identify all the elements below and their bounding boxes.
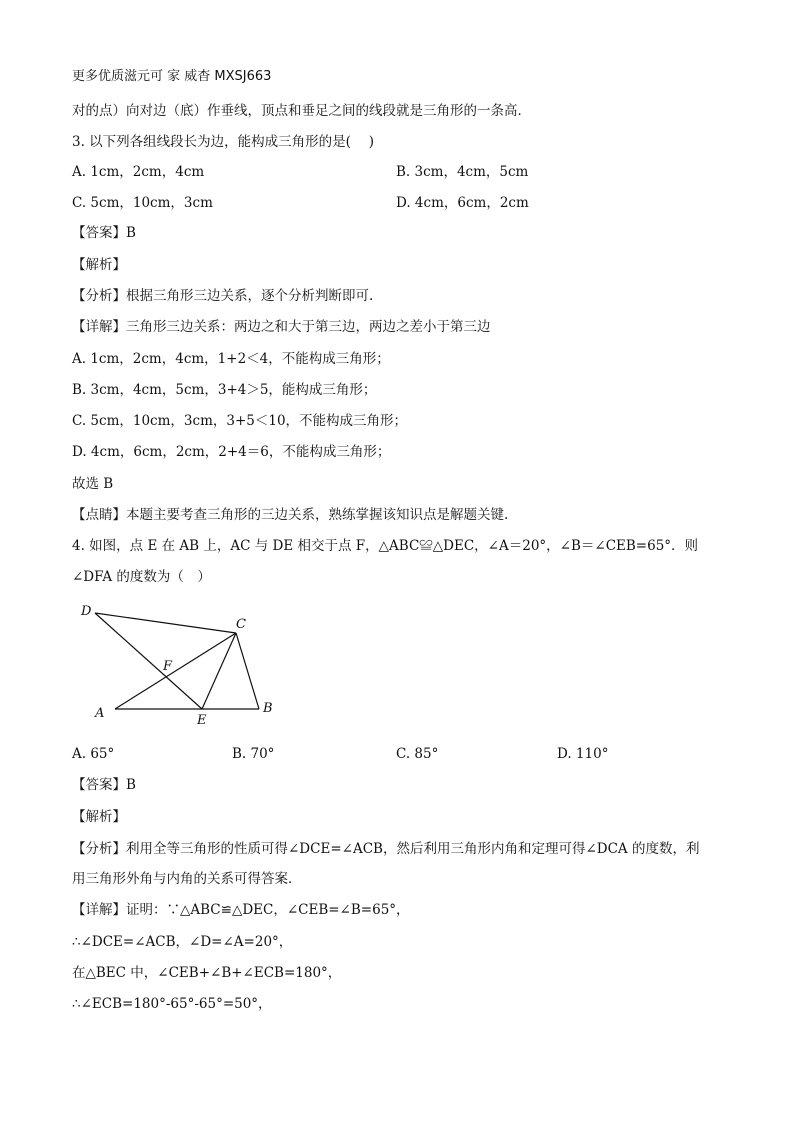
- label-c: C: [236, 617, 246, 632]
- solution-line: A. 1cm，2cm，4cm，1+2＜4，不能构成三角形；: [72, 351, 390, 367]
- option-b: B. 3cm，4cm，5cm: [396, 164, 529, 180]
- option-a: A. 65°: [72, 746, 115, 762]
- text-line: 对的点）向对边（底）作垂线，顶点和垂足之间的线段就是三角形的一条高．: [72, 103, 531, 119]
- answer: 【答案】B: [72, 777, 136, 793]
- segment-ec: [202, 633, 236, 709]
- option-c: C. 5cm，10cm，3cm: [72, 195, 213, 211]
- question-3: 3. 以下列各组线段长为边，能构成三角形的是( ): [72, 134, 374, 150]
- label-d: D: [81, 604, 92, 619]
- detail: 【详解】证明：∵△ABC≌△DEC，∠CEB=∠B=65°，: [72, 902, 410, 918]
- detail: 【详解】三角形三边关系：两边之和大于第三边，两边之差小于第三边: [72, 319, 491, 335]
- proof-step: ∴∠ECB=180°-65°-65°=50°，: [72, 996, 272, 1012]
- solution-line: D. 4cm，6cm，2cm，2+4＝6，不能构成三角形；: [72, 444, 391, 460]
- proof-step: ∴∠DCE=∠ACB，∠D=∠A=20°，: [72, 934, 293, 950]
- option-a: A. 1cm，2cm，4cm: [72, 164, 205, 180]
- option-d: D. 110°: [557, 746, 609, 762]
- triangle-figure: [72, 598, 292, 733]
- analysis-cont: 用三角形外角与内角的关系可得答案．: [72, 871, 302, 887]
- answer: 【答案】B: [72, 225, 136, 241]
- segment-bc: [236, 633, 259, 709]
- choose-line: 故选 B: [72, 476, 114, 492]
- proof-step: 在△BEC 中，∠CEB+∠B+∠ECB=180°，: [72, 965, 342, 981]
- label-f: F: [163, 659, 173, 674]
- question-4-cont: ∠DFA 的度数为（ ）: [72, 569, 211, 585]
- label-e: E: [197, 713, 207, 728]
- segment-ac: [115, 633, 236, 709]
- solution-line: B. 3cm，4cm，5cm，3+4＞5，能构成三角形；: [72, 382, 377, 398]
- analysis: 【分析】利用全等三角形的性质可得∠DCE=∠ACB，然后利用三角形内角和定理可得∠DCA 的度数，利: [72, 841, 700, 857]
- analysis: 【分析】根据三角形三边关系，逐个分析判断即可.: [72, 288, 374, 304]
- label-a: A: [95, 706, 105, 721]
- solution-line: C. 5cm，10cm，3cm，3+5＜10，不能构成三角形；: [72, 413, 408, 429]
- option-b: B. 70°: [232, 746, 275, 762]
- page-header: 更多优质滋元可 家 威杳 MXSJ663: [72, 69, 272, 84]
- comment: 【点睛】本题主要考查三角形的三边关系，熟练掌握该知识点是解题关键.: [72, 507, 509, 523]
- analysis-header: 【解析】: [72, 809, 126, 825]
- segment-de: [95, 613, 202, 709]
- option-d: D. 4cm，6cm，2cm: [396, 195, 529, 211]
- label-b: B: [263, 701, 273, 716]
- option-c: C. 85°: [396, 746, 439, 762]
- analysis-header: 【解析】: [72, 257, 126, 273]
- question-4: 4. 如图，点 E 在 AB 上，AC 与 DE 相交于点 F，△ABC≌△DEC，∠A＝20°，∠B＝∠CEB=65°．则: [72, 538, 699, 554]
- segment-dc: [95, 613, 236, 633]
